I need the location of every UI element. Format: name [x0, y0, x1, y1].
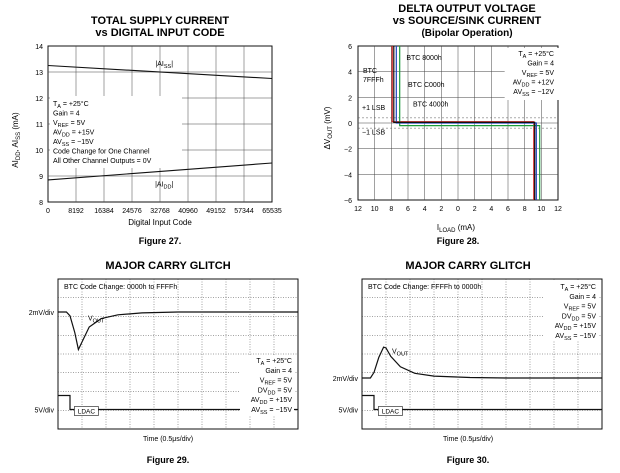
chart-title: TOTAL SUPPLY CURRENT [90, 15, 230, 27]
x-tick-label: 6 [506, 206, 510, 213]
x-tick-label: 8 [389, 206, 394, 213]
annotation-text: $V_{REF} = 5V$ [563, 303, 596, 313]
x-tick-label: 8 [522, 206, 527, 213]
x-tick-label: 6 [406, 206, 410, 213]
annotation-text: Gain = 4 [569, 293, 596, 301]
x-tick-label: 49152 [206, 208, 226, 215]
channel-scale-label: 2mV/div [332, 376, 358, 383]
y-axis-label: $AI_{DD}$, $AI_{SS}$ (mA) [11, 112, 22, 168]
y-tick-label: 8 [39, 200, 43, 207]
x-axis-label: $I_{LOAD}$ (mA) [436, 223, 476, 234]
x-tick-label: 4 [422, 206, 427, 213]
series-label-vout: $V_{OUT}$ [392, 348, 409, 358]
annotation-text: $AV_{DD} = +15V$ [53, 129, 95, 139]
x-tick-label: 57344 [234, 208, 254, 215]
annotation-text: $AV_{SS} = -15V$ [555, 333, 596, 342]
y-tick-label: 9 [39, 174, 43, 181]
annotation-text: $DV_{DD} = 5V$ [257, 387, 292, 397]
y-tick-label: 10 [35, 148, 43, 155]
annotation-text: Gain = 4 [527, 60, 554, 68]
chart-subtitle: vs DIGITAL INPUT CODE [95, 27, 225, 39]
chart-subtitle: vs SOURCE/SINK CURRENT [392, 15, 542, 27]
x-tick-label: 24576 [122, 208, 142, 215]
series-label-ldac: LDAC [381, 408, 400, 416]
figure-caption: Figure 28. [436, 236, 480, 246]
annotation-text: $V_{REF} = 5V$ [259, 377, 292, 387]
x-tick-label: 10 [370, 206, 379, 213]
series-label-8000h: BTC 8000h [406, 55, 442, 63]
y-axis-label: $\Delta V_{OUT}$ (mV) [323, 106, 334, 150]
y-tick-label: 6 [348, 44, 352, 51]
channel-scale-label: 5V/div [34, 407, 54, 415]
x-tick-label: 8192 [68, 208, 84, 215]
annotation-text: BTC Code Change: 0000h to FFFFh [64, 284, 178, 291]
series-label-ldac: LDAC [77, 408, 96, 416]
y-tick-label: 13 [35, 70, 43, 77]
x-axis-label: Digital Input Code [128, 218, 192, 227]
x-tick-label: 32768 [150, 208, 170, 215]
x-tick-label: 2 [472, 206, 477, 213]
annotation-text: $V_{REF} = 5V$ [53, 120, 86, 129]
annotation-text: $T_A = +25^\circ C$ [518, 51, 554, 60]
y-tick-label: −4 [344, 172, 352, 180]
chart-subtitle-2: (Bipolar Operation) [421, 28, 513, 39]
annotation-text: Code Change for One Channel [53, 148, 150, 156]
annotation-text: Gain = 4 [265, 367, 292, 375]
annotation-text: $V_{REF} = 5V$ [521, 70, 554, 79]
x-tick-label: 12 [554, 206, 562, 213]
chart-fig29 [0, 253, 310, 473]
annotation-text: $AV_{SS} = -15V$ [53, 139, 94, 148]
annotation-text: $AV_{DD} = +15V$ [554, 323, 596, 333]
x-tick-label: 10 [537, 206, 546, 213]
series-label-vout: $V_{OUT}$ [88, 315, 105, 325]
y-tick-label: 2 [348, 95, 352, 103]
x-axis-label: Time (0.5μs/div) [442, 436, 494, 443]
annotation-text: $DV_{DD} = 5V$ [561, 313, 596, 323]
channel-scale-label: 5V/div [338, 407, 358, 415]
series-label-7fffh: BTC [363, 67, 377, 75]
annotation-text: Gain = 4 [53, 110, 80, 118]
annotation-text: $AV_{SS} = -15V$ [251, 407, 292, 416]
channel-scale-label: 2mV/div [28, 310, 54, 317]
y-tick-label: 4 [348, 69, 352, 77]
chart-fig28 [310, 0, 620, 250]
x-tick-label: 4 [489, 206, 494, 213]
annotation-text: $T_A = +25^\circ C$ [560, 284, 596, 293]
x-tick-label: 0 [456, 206, 460, 213]
series-label-aiss: $|AI_{SS}|$ [155, 60, 174, 70]
y-tick-label: 14 [35, 44, 43, 51]
annotation-text: BTC Code Change: FFFFh to 0000h [368, 284, 482, 291]
x-tick-label: 40960 [178, 208, 198, 215]
figure-caption: Figure 29. [146, 455, 190, 465]
y-tick-label: −2 [344, 146, 352, 154]
chart-fig30 [310, 253, 620, 473]
y-tick-label: −6 [344, 198, 352, 205]
x-tick-label: 16384 [94, 208, 114, 215]
lsb-label: +1 LSB [362, 105, 386, 113]
annotation-text: $AV_{DD} = +15V$ [250, 397, 292, 407]
x-tick-label: 12 [354, 206, 362, 213]
lsb-label: −1 LSB [362, 129, 386, 137]
annotation-text: $T_A = +25^\circ C$ [53, 101, 89, 110]
y-tick-label: 12 [35, 96, 43, 103]
figure-caption: Figure 30. [446, 455, 490, 465]
chart-title: DELTA OUTPUT VOLTAGE [398, 3, 536, 15]
annotation-text: $AV_{SS} = -12V$ [513, 89, 554, 98]
y-tick-label: 11 [35, 122, 43, 129]
x-tick-label: 2 [439, 206, 444, 213]
series-label-4000h: BTC 4000h [413, 101, 449, 109]
chart-fig27 [0, 0, 310, 250]
figure-caption: Figure 27. [138, 236, 182, 246]
x-tick-label: 0 [46, 208, 50, 215]
chart-title: MAJOR CARRY GLITCH [405, 260, 531, 272]
y-tick-label: 0 [348, 121, 352, 128]
series-label-aidd: $|AI_{DD}|$ [155, 181, 174, 191]
series-label-c000h: BTC C000h [408, 82, 445, 90]
series-label-7fffh: 7FFFh [363, 76, 384, 84]
annotation-text: $AV_{DD} = +12V$ [512, 79, 554, 89]
x-tick-label: 65535 [262, 208, 282, 215]
annotation-text: $T_A = +25^\circ C$ [256, 358, 292, 367]
annotation-text: All Other Channel Outputs = 0V [53, 158, 152, 165]
x-axis-label: Time (0.5μs/div) [142, 436, 194, 443]
chart-title: MAJOR CARRY GLITCH [105, 260, 231, 272]
